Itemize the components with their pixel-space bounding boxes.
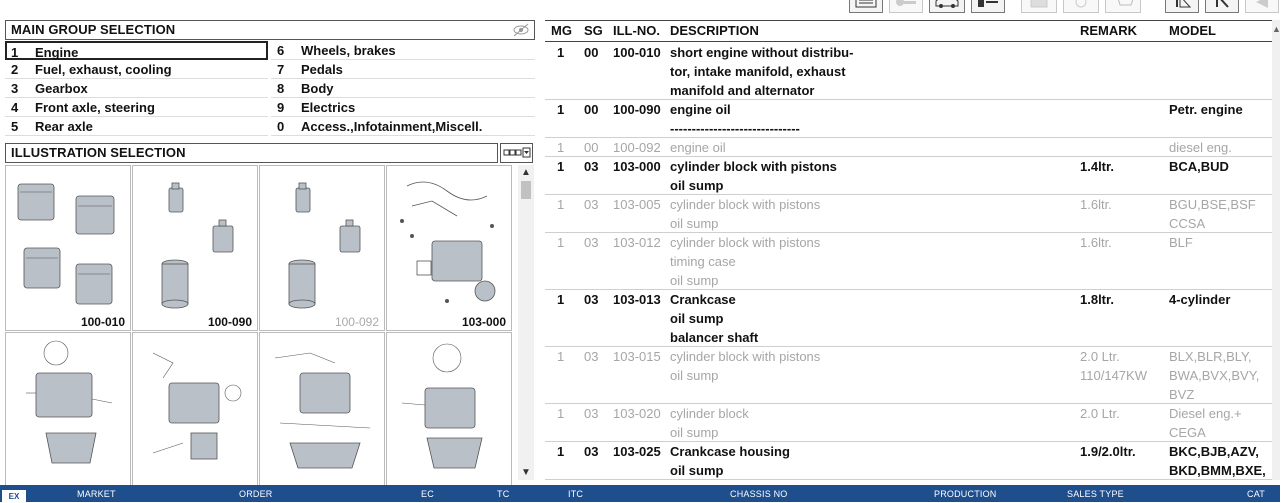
status-production: PRODUCTION bbox=[934, 489, 997, 499]
item-number: 7 bbox=[277, 62, 285, 77]
engine-parts-illustration bbox=[6, 166, 132, 316]
cell-sg: 03 bbox=[584, 235, 599, 250]
item-number: 2 bbox=[11, 62, 19, 77]
cell-model: BGU,BSE,BSF CCSA bbox=[1169, 197, 1256, 231]
cell-mg: 1 bbox=[557, 444, 565, 459]
col-remark: REMARK bbox=[1080, 23, 1138, 38]
main-group-item-accessories[interactable] bbox=[271, 117, 535, 136]
status-order: ORDER bbox=[239, 489, 273, 499]
crankcase-illustration bbox=[260, 333, 386, 483]
cell-mg: 1 bbox=[557, 235, 565, 250]
main-group-title: MAIN GROUP SELECTION bbox=[11, 22, 176, 37]
cell-desc: cylinder block with pistons timing case oil sump bbox=[670, 235, 821, 288]
cell-ill: 100-092 bbox=[613, 140, 661, 155]
main-group-item-body[interactable] bbox=[271, 79, 535, 98]
cell-ill: 100-090 bbox=[613, 102, 661, 117]
col-mg: MG bbox=[551, 23, 572, 38]
cell-model: Diesel eng.+ CEGA bbox=[1169, 406, 1242, 440]
cell-sg: 03 bbox=[584, 349, 599, 364]
table-row[interactable] bbox=[545, 290, 1272, 347]
main-group-header bbox=[5, 20, 535, 40]
table-row[interactable] bbox=[545, 100, 1272, 138]
scroll-up-icon[interactable]: ▲ bbox=[521, 167, 531, 178]
cell-model: BLF bbox=[1169, 235, 1193, 250]
cell-desc: Crankcase housing oil sump bbox=[670, 444, 790, 478]
table-row[interactable] bbox=[545, 442, 1272, 480]
cell-desc: short engine without distribu- tor, intake manifold, exhaust manifold and alternator bbox=[670, 45, 854, 98]
cell-remark: 1.6ltr. bbox=[1080, 197, 1112, 212]
illustration-thumb[interactable] bbox=[386, 332, 512, 498]
table-row[interactable] bbox=[545, 43, 1272, 100]
illustration-thumb[interactable] bbox=[259, 332, 385, 498]
col-model: MODEL bbox=[1169, 23, 1216, 38]
network-icon bbox=[1069, 0, 1093, 8]
table-row[interactable] bbox=[545, 157, 1272, 195]
thumb-caption: 100-010 bbox=[80, 315, 125, 329]
status-itc: ITC bbox=[568, 489, 584, 499]
cell-model: Petr. engine bbox=[1169, 102, 1243, 117]
cart-button[interactable] bbox=[1105, 0, 1141, 13]
thumb-caption: 100-090 bbox=[207, 315, 252, 329]
status-tc: TC bbox=[497, 489, 510, 499]
step-button[interactable] bbox=[971, 0, 1005, 13]
status-lead: EX bbox=[2, 490, 26, 503]
cell-desc: engine oil ------------------------------ bbox=[670, 102, 800, 136]
print-button[interactable] bbox=[1021, 0, 1057, 13]
cell-ill: 103-025 bbox=[613, 444, 661, 459]
col-ill-no: ILL-NO. bbox=[613, 23, 660, 38]
main-group-item-engine[interactable] bbox=[5, 41, 268, 60]
cell-remark: 2.0 Ltr. 110/147KW bbox=[1080, 349, 1147, 383]
main-group-item-fuel[interactable] bbox=[5, 60, 268, 79]
crankcase-illustration bbox=[6, 333, 132, 483]
cell-desc: cylinder block oil sump bbox=[670, 406, 749, 440]
key-button[interactable] bbox=[889, 0, 923, 13]
back-button[interactable] bbox=[1245, 0, 1279, 13]
cell-model: diesel eng. bbox=[1169, 140, 1232, 155]
cell-sg: 00 bbox=[584, 140, 599, 155]
illustration-thumb[interactable] bbox=[132, 332, 258, 498]
cell-mg: 1 bbox=[557, 159, 565, 174]
cell-remark: 2.0 Ltr. bbox=[1080, 406, 1120, 421]
illustration-title: ILLUSTRATION SELECTION bbox=[11, 145, 186, 160]
cell-mg: 1 bbox=[557, 406, 565, 421]
network-button[interactable] bbox=[1063, 0, 1099, 13]
table-row[interactable] bbox=[545, 138, 1272, 157]
cell-sg: 00 bbox=[584, 102, 599, 117]
cell-mg: 1 bbox=[557, 197, 565, 212]
item-label: Front axle, steering bbox=[35, 100, 155, 115]
item-label: Fuel, exhaust, cooling bbox=[35, 62, 172, 77]
status-sales-type: SALES TYPE bbox=[1067, 489, 1124, 499]
item-number: 6 bbox=[277, 43, 285, 58]
item-number: 5 bbox=[11, 119, 19, 134]
col-sg: SG bbox=[584, 23, 603, 38]
item-label: Pedals bbox=[301, 62, 343, 77]
illustration-thumb[interactable] bbox=[5, 332, 131, 498]
item-number: 8 bbox=[277, 81, 285, 96]
first-icon bbox=[1170, 0, 1194, 8]
cell-remark: 1.4ltr. bbox=[1080, 159, 1114, 174]
cell-mg: 1 bbox=[557, 349, 565, 364]
cell-mg: 1 bbox=[557, 45, 565, 60]
list-view-button[interactable] bbox=[849, 0, 883, 13]
cell-model: BLX,BLR,BLY, BWA,BVX,BVY, BVZ bbox=[1169, 349, 1260, 402]
toolbar bbox=[845, 0, 1280, 14]
scroll-up-icon[interactable]: ▲ bbox=[1272, 24, 1281, 34]
cell-desc: cylinder block with pistons oil sump bbox=[670, 349, 821, 383]
oil-bottles-illustration bbox=[260, 166, 386, 316]
prev-icon bbox=[1210, 0, 1234, 8]
cell-model: 4-cylinder bbox=[1169, 292, 1231, 307]
status-ec: EC bbox=[421, 489, 434, 499]
main-group-item-gearbox[interactable] bbox=[5, 79, 268, 98]
illustration-thumb[interactable] bbox=[386, 165, 512, 331]
main-group-item-electrics[interactable] bbox=[271, 98, 535, 117]
item-label: Rear axle bbox=[35, 119, 93, 134]
cell-desc: cylinder block with pistons oil sump bbox=[670, 197, 821, 231]
eye-icon[interactable] bbox=[512, 23, 530, 37]
item-number: 9 bbox=[277, 100, 285, 115]
back-icon bbox=[1250, 0, 1274, 8]
parts-table bbox=[545, 43, 1272, 483]
thumb-caption: 100-092 bbox=[334, 315, 379, 329]
car-icon bbox=[933, 0, 961, 8]
list-icon bbox=[854, 0, 878, 8]
cell-mg: 1 bbox=[557, 140, 565, 155]
status-bar bbox=[0, 485, 1280, 502]
cell-ill: 103-013 bbox=[613, 292, 661, 307]
table-row[interactable] bbox=[545, 404, 1272, 442]
item-label: Body bbox=[301, 81, 334, 96]
item-number: 0 bbox=[277, 119, 285, 134]
cell-ill: 103-000 bbox=[613, 159, 661, 174]
cell-desc: engine oil bbox=[670, 140, 726, 155]
cell-sg: 03 bbox=[584, 444, 599, 459]
illustration-scrollbar[interactable] bbox=[518, 165, 534, 480]
cell-model: BCA,BUD bbox=[1169, 159, 1229, 174]
illustration-thumb[interactable] bbox=[132, 165, 258, 331]
key-icon bbox=[894, 0, 918, 8]
print-icon bbox=[1027, 0, 1051, 8]
cell-ill: 100-010 bbox=[613, 45, 661, 60]
illustration-thumb[interactable] bbox=[259, 165, 385, 331]
item-number: 3 bbox=[11, 81, 19, 96]
scroll-down-icon[interactable]: ▼ bbox=[521, 467, 531, 478]
status-market: MARKET bbox=[77, 489, 116, 499]
cell-remark: 1.6ltr. bbox=[1080, 235, 1112, 250]
step-icon bbox=[976, 0, 1000, 8]
parts-table-header bbox=[545, 20, 1272, 42]
table-row[interactable] bbox=[545, 233, 1272, 290]
table-scrollbar[interactable] bbox=[1272, 20, 1280, 480]
cell-ill: 103-012 bbox=[613, 235, 661, 250]
item-label: Engine bbox=[35, 45, 79, 60]
first-page-button[interactable] bbox=[1165, 0, 1199, 13]
item-label: Electrics bbox=[301, 100, 356, 115]
status-cat: CAT bbox=[1247, 489, 1265, 499]
vehicle-button[interactable] bbox=[929, 0, 965, 13]
cell-ill: 103-015 bbox=[613, 349, 661, 364]
table-row[interactable] bbox=[545, 347, 1272, 404]
cell-remark: 1.8ltr. bbox=[1080, 292, 1114, 307]
cart-icon bbox=[1111, 0, 1135, 8]
status-chassis: CHASSIS NO bbox=[730, 489, 788, 499]
item-label: Wheels, brakes bbox=[301, 43, 396, 58]
illustration-header bbox=[5, 143, 498, 163]
cell-sg: 03 bbox=[584, 406, 599, 421]
view-mode-button[interactable] bbox=[500, 143, 533, 163]
cell-model: BKC,BJB,AZV, BKD,BMM,BXE, bbox=[1169, 444, 1266, 478]
oil-bottles-illustration bbox=[133, 166, 259, 316]
main-group-item-wheels[interactable] bbox=[271, 41, 535, 60]
cell-mg: 1 bbox=[557, 102, 565, 117]
cell-ill: 103-020 bbox=[613, 406, 661, 421]
cell-sg: 03 bbox=[584, 292, 599, 307]
illustration-thumb[interactable] bbox=[5, 165, 131, 331]
cell-ill: 103-005 bbox=[613, 197, 661, 212]
cell-sg: 03 bbox=[584, 159, 599, 174]
item-label: Access.,Infotainment,Miscell. bbox=[301, 119, 483, 134]
cell-desc: cylinder block with pistons oil sump bbox=[670, 159, 837, 193]
grid-view-icon bbox=[501, 144, 532, 162]
thumb-caption: 103-000 bbox=[461, 315, 506, 329]
col-description: DESCRIPTION bbox=[670, 23, 759, 38]
crankcase-illustration bbox=[387, 333, 513, 483]
item-label: Gearbox bbox=[35, 81, 88, 96]
table-row[interactable] bbox=[545, 195, 1272, 233]
cylinder-block-illustration bbox=[387, 166, 513, 316]
item-number: 1 bbox=[11, 45, 19, 60]
previous-button[interactable] bbox=[1205, 0, 1239, 13]
cell-desc: Crankcase oil sump balancer shaft bbox=[670, 292, 759, 345]
cell-remark: 1.9/2.0ltr. bbox=[1080, 444, 1136, 459]
main-group-item-rear-axle[interactable] bbox=[5, 117, 268, 136]
crankcase-illustration bbox=[133, 333, 259, 483]
scrollbar-thumb[interactable] bbox=[521, 181, 531, 199]
cell-mg: 1 bbox=[557, 292, 565, 307]
item-number: 4 bbox=[11, 100, 19, 115]
illustration-grid bbox=[5, 165, 517, 480]
main-group-item-pedals[interactable] bbox=[271, 60, 535, 79]
main-group-item-front-axle[interactable] bbox=[5, 98, 268, 117]
cell-sg: 03 bbox=[584, 197, 599, 212]
cell-sg: 00 bbox=[584, 45, 599, 60]
